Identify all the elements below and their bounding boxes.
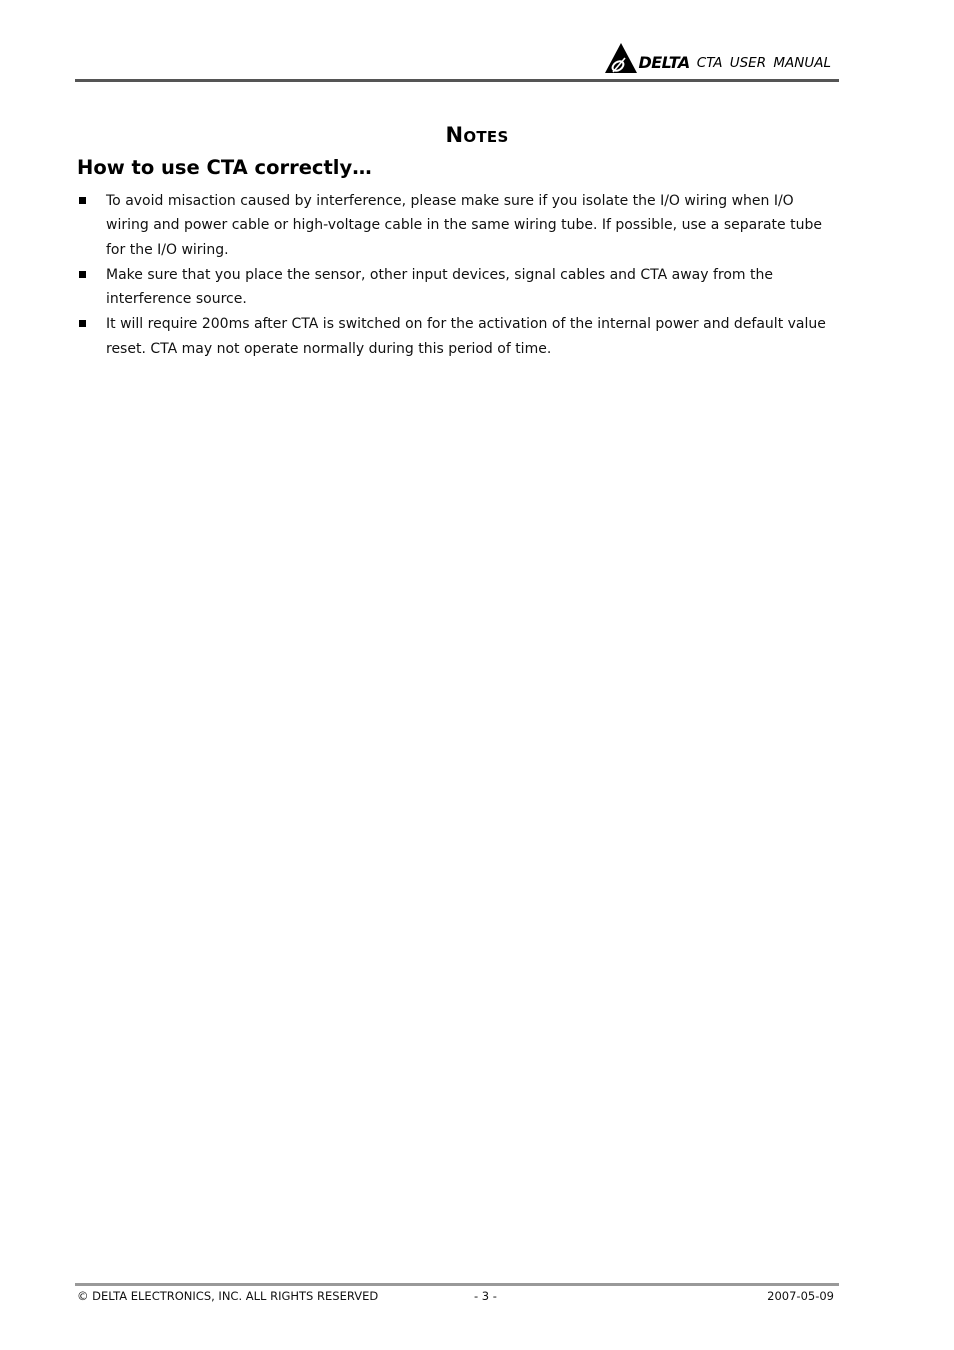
page-header <box>75 40 839 80</box>
square-bullet-icon <box>79 320 86 327</box>
list-item <box>77 263 840 312</box>
square-bullet-icon <box>79 271 86 278</box>
list-item <box>77 189 840 262</box>
page-footer <box>77 1289 834 1309</box>
section-title: How to use CTA correctly… <box>77 156 372 179</box>
logo-wordmark: DELTA <box>638 52 690 72</box>
note-text: Make sure that you place the sensor, other input devices, signal cables and CTA away from the interference source. <box>106 266 773 308</box>
list-item <box>77 312 840 361</box>
note-text: It will require 200ms after CTA is switched on for the activation of the internal power and default value reset. CTA may not operate normally during this period of time. <box>106 316 826 357</box>
square-bullet-icon <box>79 197 86 204</box>
document-date: 2007-05-09 <box>767 1289 834 1303</box>
header-divider <box>75 79 839 82</box>
manual-title: CTA USER MANUAL <box>696 55 831 71</box>
footer-divider <box>75 1283 839 1286</box>
copyright-notice: © DELTA ELECTRONICS, INC. ALL RIGHTS RESERVED <box>77 1289 379 1303</box>
notes-list <box>77 189 840 362</box>
page-number: - 3 - <box>474 1289 497 1303</box>
delta-logo-icon <box>604 42 638 74</box>
header-brand <box>604 42 831 74</box>
page-heading: Notes <box>445 123 509 147</box>
note-text: To avoid misaction caused by interference, please make sure if you isolate the I/O wiring when I/O wiring and power cable or high-voltage cable in the same wiring tube. If possible, use a separate tube for the I/O wiring. <box>106 193 822 258</box>
